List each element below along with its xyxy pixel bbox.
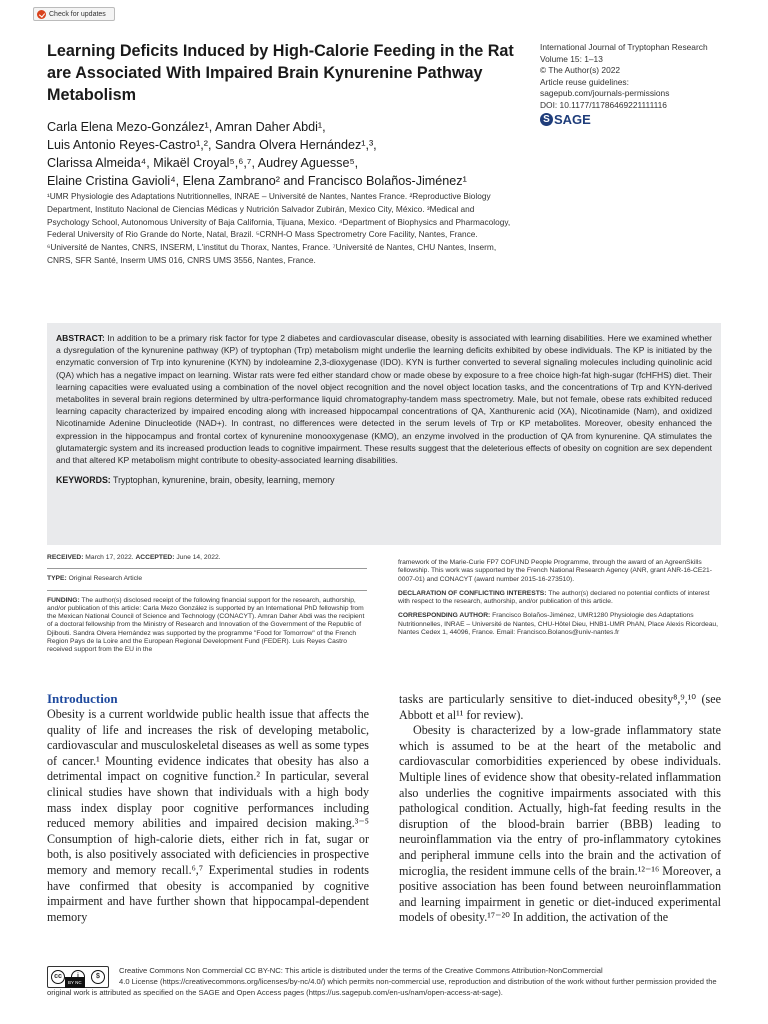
abstract-label: ABSTRACT:	[56, 333, 105, 343]
accepted-date: June 14, 2022.	[176, 554, 221, 561]
abstract-box	[47, 323, 721, 545]
divider	[47, 590, 367, 591]
keywords	[56, 474, 712, 486]
author-line: Elaine Cristina Gavioli⁴, Elena Zambrano² and Francisco Bolaños-Jiménez¹	[47, 174, 467, 188]
check-for-updates-badge[interactable]	[33, 7, 115, 21]
check-icon	[37, 10, 46, 19]
body-paragraph: Obesity is characterized by a low-grade inflammatory state which is assumed to be at the heart of the metabolic and cardiovascular comorbidities experienced by obese individuals. Multiple lines of evidence show that obesity-related inflammation also underlies the cognitive impairments associated with this pathological condition. Actually, high-fat feeding results in the disruption of the blood-brain barrier (BBB) leading to neuroinflammation via the entry of pro-inflammatory cytokines and peripheral immune cells into the brain and the activation of microglia, the resident immune cells of the brain.¹²⁻¹⁶ Moreover, a positive association has been found between neuroinflammation and learning impairment in genetic or diet-induced experimental models of obesity.¹⁷⁻²⁰ In addition, the activation of the	[399, 723, 721, 925]
article-type: Original Research Article	[68, 575, 143, 583]
section-heading: Introduction	[47, 691, 118, 706]
sage-logo	[540, 113, 755, 126]
article-meta-left	[47, 554, 367, 661]
author-list	[47, 118, 527, 190]
conflict-label: DECLARATION OF CONFLICTING INTERESTS:	[398, 589, 547, 597]
received-label: RECEIVED:	[47, 554, 84, 561]
body-column-left	[47, 690, 369, 925]
corresponding-text: Francisco Bolaños-Jiménez, UMR1280 Physiologie des Adaptations Nutritionnelles, INRAE – Université de Nantes, CHU-Hôtel Dieu, HNB1-UMR PhAN, Place Alexis Ricordeau, Nantes Cedex 1, 44096, France. Email: Francisco.Bolanos@univ-nantes.fr	[398, 612, 719, 637]
body-paragraph: tasks are particularly sensitive to diet-induced obesity⁸,⁹,¹⁰ (see Abbott et al¹¹ for review).	[399, 692, 721, 722]
author-line: Carla Elena Mezo-González¹, Amran Daher Abdi¹,	[47, 120, 326, 134]
corresponding-line	[398, 612, 723, 637]
journal-info	[540, 42, 755, 126]
funding-text: The author(s) disclosed receipt of the following financial support for the research, authorship, and/or publication of this article: Carla Mezo González is supported by an International PhD fellowship from the Mexican National Council of Science and Technology (CONACYT). Amran Daher Abdi was the recipient of a doctoral fellowship from the Ministry of Research and Innovation of the Government of the Republic of Djibouti. Sandra Olvera Hernández was supported by the programme "Food for Tomorrow" of the French Region Pays de la Loire and the European Regional Development Fund (FEDER). Luis Reyes Castro received support from the EU in the	[47, 596, 365, 654]
cc-icon: cc	[51, 970, 65, 984]
received-date: March 17, 2022.	[85, 554, 134, 561]
abstract-text: In addition to be a primary risk factor for type 2 diabetes and cardiovascular disease, obesity is associated with learning disabilities. Here we examined whether a dysregulation of the kynurenine pathway (KP) of tryptophan (Trp) metabolism might underlie the learning deficits exhibited by obese individuals. The KP is initiated by the enzymatic conversion of Trp into kynurenine (KYN) by indoleamine 2,3-dioxygenase (IDO). KYN is further converted to several signaling molecules including quinolinic acid (QA) which has a negative impact on learning. Wistar rats were fed either standard chow or made obese by exposure to a free choice high-fat high-sugar (fcHFHS) diet. Their learning capacities were evaluated using a combination of the novel object recognition and the novel object location tasks, and the concentrations of Trp and KYN-derived metabolites in several brain regions determined by ultra-performance liquid chromatography-tandem mass spectrometry. Male, but not female, obese rats exhibited reduced learning capacity characterized by impaired encoding along with increased hippocampal concentrations of QA, Xanthurenic acid (XA), Nicotinamide (Nam), and oxidized Nicotinamide Adenine Dinucleotide (NAD+). In contrast, no differences were detected in the serum levels of Trp or KP metabolites. Moreover, obesity enhanced the expression in the hippocampus and frontal cortex of kynurenine monooxygenase (KMO), an enzyme involved in the production of QA from kynurenine. QA stimulates the glutamatergic system and its increased production leads to cognitive impairment. These results suggest that the deleterious effects of obesity on cognition are sex dependent and that altered KP metabolism might contribute to obesity-associated learning disabilities.	[56, 333, 712, 466]
funding-label: FUNDING:	[47, 596, 80, 604]
keywords-text: Tryptophan, kynurenine, brain, obesity, learning, memory	[113, 475, 335, 486]
journal-doi[interactable]: DOI: 10.1177/11786469221111116	[540, 99, 667, 110]
article-title: Learning Deficits Induced by High-Calorie Feeding in the Rat are Associated With Impaired Brain Kynurenine Pathway Metabolism	[47, 42, 514, 104]
funding-line	[47, 597, 367, 655]
conflict-text: The author(s) declared no potential conflicts of interest with respect to the research, authorship, and/or publication of this article.	[398, 589, 710, 606]
sage-logo-text: SAGE	[554, 111, 591, 127]
received-line	[47, 554, 367, 562]
article-meta-right	[398, 559, 723, 643]
journal-reuse-link[interactable]: sagepub.com/journals-permissions	[540, 88, 670, 98]
journal-copyright: © The Author(s) 2022	[540, 65, 621, 75]
license-footer	[47, 965, 723, 998]
accepted-label: ACCEPTED:	[135, 554, 175, 561]
abstract-paragraph	[56, 332, 712, 466]
license-line-1: Creative Commons Non Commercial CC BY-NC: This article is distributed under the terms of the Creative Commons Attribution-NonCommercial	[119, 966, 603, 975]
journal-name: International Journal of Tryptophan Research	[540, 42, 708, 52]
body-column-right	[399, 692, 721, 926]
affiliations: ¹UMR Physiologie des Adaptations Nutritionnelles, INRAE – Université de Nantes, Nantes France. ²Reproductive Biology Department, Instituto Nacional de Ciencias Médicas y Nutrición Salvador Zubirán, Mexico City, México. ³Medical and Psychology School, Autonomous University of Baja California, Tijuana, Mexico. ⁴Department of Biophysics and Pharmacology, Federal University of Rio Grande do Norte, Natal, Brazil. ⁵CRNH-O Mass Spectrometry Core Facility, Nantes, France. ⁶Université de Nantes, CNRS, INSERM, L'institut du Thorax, Nantes, France. ⁷Université de Nantes, CHU Nantes, Inserm, CNRS, SFR Santé, Inserm UMS 016, CNRS UMS 3556, Nantes, France.	[47, 191, 511, 265]
journal-volume: Volume 15: 1–13	[540, 53, 603, 64]
cc-tag: BY NC	[65, 977, 85, 988]
type-line	[47, 575, 367, 583]
divider	[47, 568, 367, 569]
body-paragraph: Obesity is a current worldwide public health issue that affects the quality of life and increases the risk of developing metabolic, cardiovascular and musculoskeletal diseases as well as some types of cancer.¹ Mounting evidence indicates that obesity has also a detrimental impact on cognitive function.² In particular, several clinical studies have shown that individuals with a high body mass index display poor cognitive performances including reduced memory abilities and impaired decision making.³⁻⁵ Consumption of high-calorie diets, either rich in fat, sugar or both, is also positively associated with deficiencies in prospective memory and memory recall.⁶,⁷ Experimental studies in rodents have confirmed that obesity is accompanied by cognitive impairment and have further shown that hippocampal-dependent memory	[47, 707, 369, 924]
keywords-label: KEYWORDS:	[56, 475, 111, 486]
funding-continued: framework of the Marie-Curie FP7 COFUND People Programme, through the award of an AgreenSkills fellowship. This work was supported by the French National Research Agency (ANR, grant ANR-16-CE21-0007-01) and CONACYT (award number 2015-16-273510).	[398, 559, 712, 583]
sage-icon: S	[540, 113, 553, 126]
author-line: Luis Antonio Reyes-Castro¹,², Sandra Olvera Hernández¹,³,	[47, 138, 377, 152]
author-line: Clarissa Almeida⁴, Mikaël Croyal⁵,⁶,⁷, Audrey Aguesse⁵,	[47, 156, 359, 170]
type-label: TYPE:	[47, 575, 67, 583]
corresponding-label: CORRESPONDING AUTHOR:	[398, 612, 491, 620]
conflict-line	[398, 590, 723, 607]
nc-icon: $	[91, 970, 105, 984]
journal-reuse: Article reuse guidelines:	[540, 76, 629, 87]
check-for-updates-label: Check for updates	[49, 10, 106, 18]
cc-license-icon[interactable]	[47, 966, 109, 988]
license-line-2: 4.0 License (https://creativecommons.org/licenses/by-nc/4.0/) which permits non-commercial use, reproduction and distribution of the work without further permission provided the original work is attributed as specified on the SAGE and Open Access pages (https://us.sagepub.com/en-us/nam/open-access-at-sage).	[47, 977, 717, 997]
